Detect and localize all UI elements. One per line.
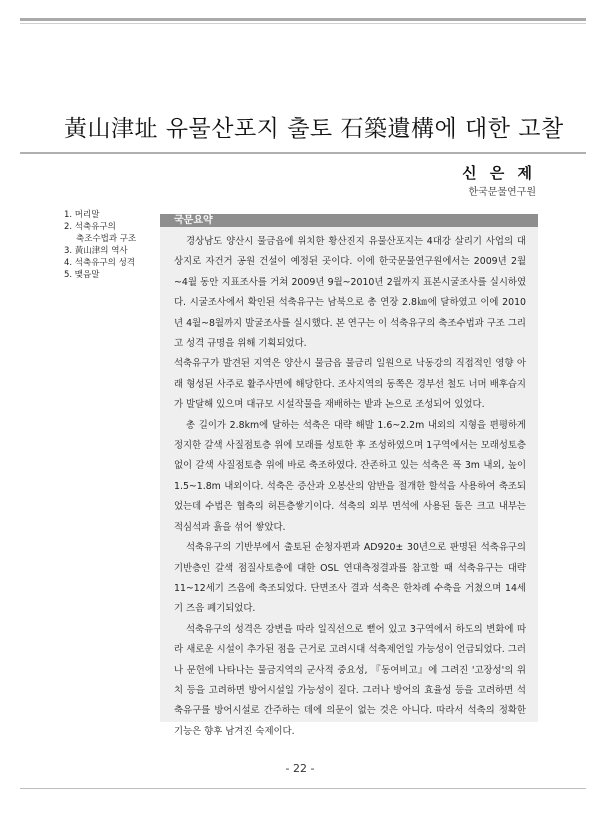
title-divider	[20, 152, 586, 154]
paper-title: 黃山津址 유물산포지 출토 石築遺構에 대한 고찰	[64, 116, 564, 142]
page-number: - 22 -	[285, 762, 315, 775]
bottom-rule	[20, 788, 586, 789]
author-affiliation: 한국문물연구원	[468, 187, 536, 198]
abstract-header-bar	[160, 214, 538, 227]
table-of-contents	[64, 209, 160, 281]
toc-item: 4. 석축유구의 성격	[64, 258, 135, 268]
author-name: 신 은 제	[462, 164, 536, 182]
top-rule-thin	[20, 23, 586, 24]
toc-item-continued: 축조수법과 구조	[76, 234, 137, 244]
toc-item: 2. 석축유구의	[64, 222, 116, 232]
abstract-heading: 국문요약	[174, 215, 213, 226]
abstract-paragraph: 석축유구의 기반부에서 출토된 순청자편과 AD920± 30년으로 판명된 석축유구의 기반층인 갈색 점질사토층에 대한 OSL 연대측정결과를 참고할 때 석축유구는 대략 11~12세기 즈음에 축조되었다. 단면조사 결과 석축은 한차례 수축을 거쳤으며 14세기 즈음 폐기되었다.	[174, 542, 526, 615]
abstract-paragraph: 경상남도 양산시 물금읍에 위치한 황산진지 유물산포지는 4대강 살리기 사업의 대상지로 자건거 공원 건설이 예정된 곳이다. 이에 한국문물연구원에서는 2009년 2월~4월 동안 지표조사를 거쳐 2009년 9월~2010년 2월까지 표본시굴조사를 실시하였다. 시굴조사에서 확인된 석축유구는 남북으로 총 연장 2.8㎞에 달하였고 이에 2010년 4월~8월까지 발굴조사를 실시했다. 본 연구는 이 석축유구의 축조수법과 구조 그리고 성격 규명을 위해 기획되었다.	[174, 236, 526, 350]
toc-item: 1. 머리말	[64, 210, 100, 220]
top-rule	[20, 18, 586, 21]
abstract-paragraph: 총 길이가 2.8km에 달하는 석축은 대략 해발 1.6~2.2m 내외의 지형을 편평하게 정지한 갈색 사질점토층 위에 모래를 성토한 후 조성하였으며 1구역에서는 모래성토층없이 갈색 사질점토층 위에 바로 축조하였다. 잔존하고 있는 석축은 폭 3m 내외, 높이 1.5~1.8m 내외이다. 석축은 증산과 오봉산의 암반을 절개한 할석을 사용하여 축조되었는데 수법은 협축의 허튼층쌓기이다. 석축의 외부 면석에 사용된 돌은 크고 내부는 적심석과 흙을 섞어 쌓았다.	[174, 419, 526, 533]
toc-item: 3. 黃山津의 역사	[64, 246, 128, 256]
abstract-body	[174, 232, 526, 742]
abstract-paragraph: 석축유구의 성격은 강변을 따라 일직선으로 뻗어 있고 3구역에서 하도의 변화에 따라 새로운 시설이 추가된 점을 근거로 고려시대 석축제언일 가능성이 언급되었다. 그러나 문헌에 나타나는 물금지역의 군사적 중요성, 『동여비고』에 그려진 '고장성'의 위치 등을 고려하면 방어시설일 가능성이 짙다. 그러나 방어의 효율성 등을 고려하면 석축유구를 방어시설로 간주하는 데에 의문이 없는 것은 아니다. 따라서 석축의 정확한 기능은 향후 남겨진 숙제이다.	[174, 623, 526, 737]
toc-item: 5. 맺음말	[64, 270, 100, 280]
abstract-box	[160, 214, 538, 737]
abstract-paragraph: 석축유구가 발견된 지역은 양산시 물금읍 물금리 일원으로 낙동강의 직접적인 영향 아래 형성된 사주로 활주사면에 해당한다. 조사지역의 동쪽은 경부선 철도 너머 배후습지가 발달해 있으며 대규모 시설작물을 재배하는 밭과 논으로 조성되어 있었다.	[174, 358, 526, 411]
